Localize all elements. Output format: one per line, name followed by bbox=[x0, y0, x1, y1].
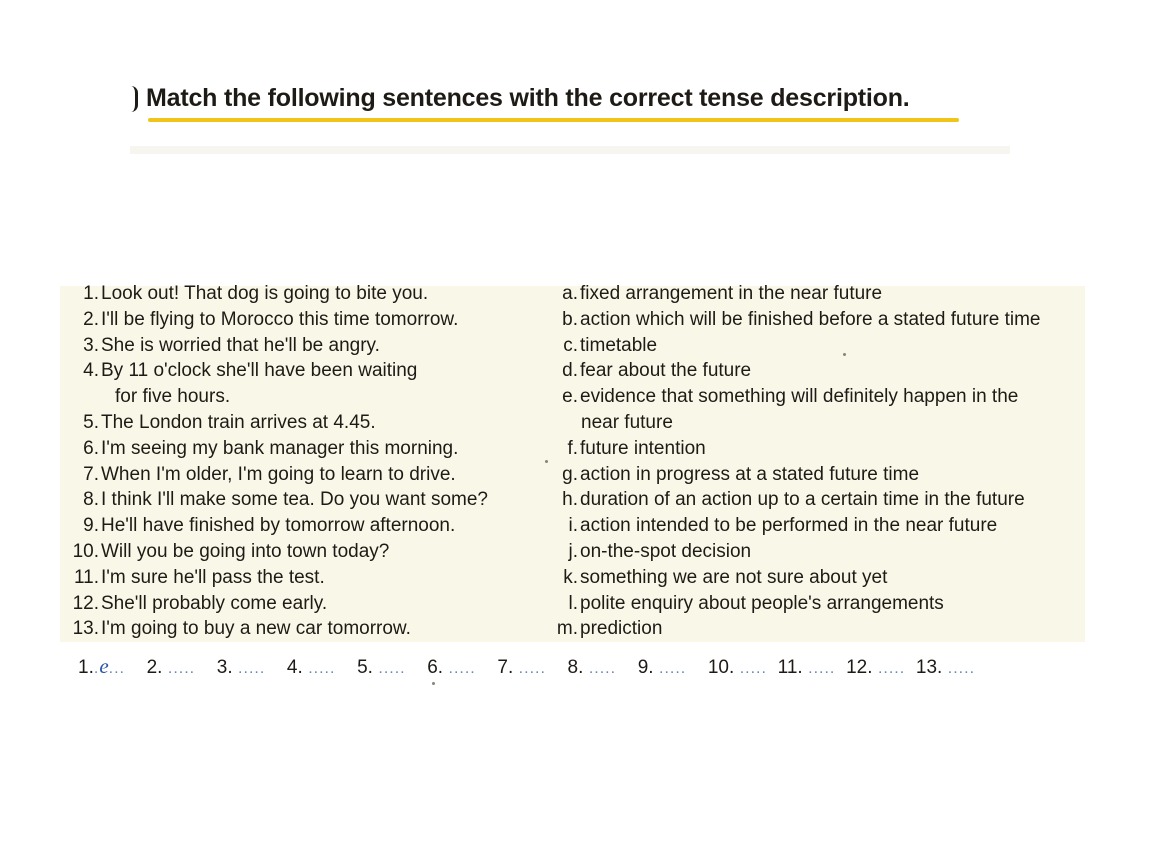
answer-slot[interactable]: 4. ..... bbox=[286, 657, 352, 678]
description-item: g. action in progress at a stated future time bbox=[562, 463, 920, 485]
answer-slot[interactable]: 7. ..... bbox=[497, 657, 563, 678]
sentence-item: 5. The London train arrives at 4.45. bbox=[83, 411, 376, 433]
description-item: h. duration of an action up to a certain time in the future bbox=[562, 489, 1025, 511]
answer-slot[interactable]: 8. ..... bbox=[567, 657, 633, 678]
sentence-item: 9. He'll have finished by tomorrow afternoon. bbox=[83, 515, 456, 537]
descriptions-list bbox=[548, 281, 1088, 642]
answer-slot[interactable]: 11. ..... bbox=[777, 657, 841, 678]
title-underline bbox=[148, 118, 959, 122]
answer-slot[interactable]: 3. ..... bbox=[216, 657, 282, 678]
sentence-item: 6. I'm seeing my bank manager this morning. bbox=[83, 437, 459, 459]
sentence-item: 4. By 11 o'clock she'll have been waiting bbox=[83, 360, 418, 382]
answer-slot[interactable]: 6. ..... bbox=[427, 657, 493, 678]
sentence-item: 10. Will you be going into town today? bbox=[72, 540, 390, 562]
header-bracket-mark bbox=[131, 86, 138, 112]
answer-slot[interactable]: 10. ..... bbox=[707, 657, 773, 678]
answer-slot[interactable]: 9. ..... bbox=[637, 657, 703, 678]
answer-slot[interactable]: 13. ..... bbox=[915, 657, 976, 678]
description-item: j. on-the-spot decision bbox=[568, 540, 752, 562]
description-item: i. action intended to be performed in the near future bbox=[568, 515, 998, 537]
sentence-continuation: for five hours. bbox=[115, 386, 231, 408]
sentence-item: 1. Look out! That dog is going to bite you. bbox=[83, 283, 429, 304]
answer-slot[interactable]: 1..e... bbox=[78, 654, 142, 678]
description-item: k. something we are not sure about yet bbox=[563, 566, 888, 588]
description-item: e. evidence that something will definitely happen in the bbox=[562, 386, 1019, 408]
sentences-list bbox=[64, 281, 544, 642]
description-item: a. fixed arrangement in the near future bbox=[562, 283, 883, 304]
sentence-item: 11. I'm sure he'll pass the test. bbox=[73, 566, 325, 588]
exercise-title: Match the following sentences with the correct tense description. bbox=[146, 84, 910, 112]
sentence-item: 13. I'm going to buy a new car tomorrow. bbox=[72, 618, 411, 640]
answer-slot[interactable]: 2. ..... bbox=[146, 657, 212, 678]
sentence-item: 3. She is worried that he'll be angry. bbox=[83, 334, 380, 356]
answer-slot[interactable]: 12. ..... bbox=[846, 657, 911, 678]
description-item: d. fear about the future bbox=[562, 360, 752, 382]
sentence-item: 7. When I'm older, I'm going to learn to drive. bbox=[83, 463, 456, 485]
description-item: l. polite enquiry about people's arrangements bbox=[568, 592, 944, 614]
answer-slot[interactable]: 5. ..... bbox=[357, 657, 422, 678]
description-item: c. timetable bbox=[563, 334, 658, 356]
description-continuation: near future bbox=[581, 411, 673, 433]
print-speck bbox=[432, 682, 435, 685]
print-speck bbox=[843, 353, 846, 356]
print-speck bbox=[545, 460, 548, 463]
sentence-item: 12. She'll probably come early. bbox=[72, 592, 328, 614]
page-shadow-band bbox=[130, 146, 1010, 154]
description-item: m. prediction bbox=[556, 618, 663, 640]
sentence-item: 8. I think I'll make some tea. Do you want some? bbox=[83, 489, 488, 511]
description-item: f. future intention bbox=[567, 437, 706, 459]
answer-value: e bbox=[99, 654, 109, 678]
answer-line bbox=[78, 654, 975, 679]
description-item: b. action which will be finished before a stated future time bbox=[562, 308, 1041, 330]
sentence-item: 2. I'll be flying to Morocco this time tomorrow. bbox=[83, 308, 459, 330]
